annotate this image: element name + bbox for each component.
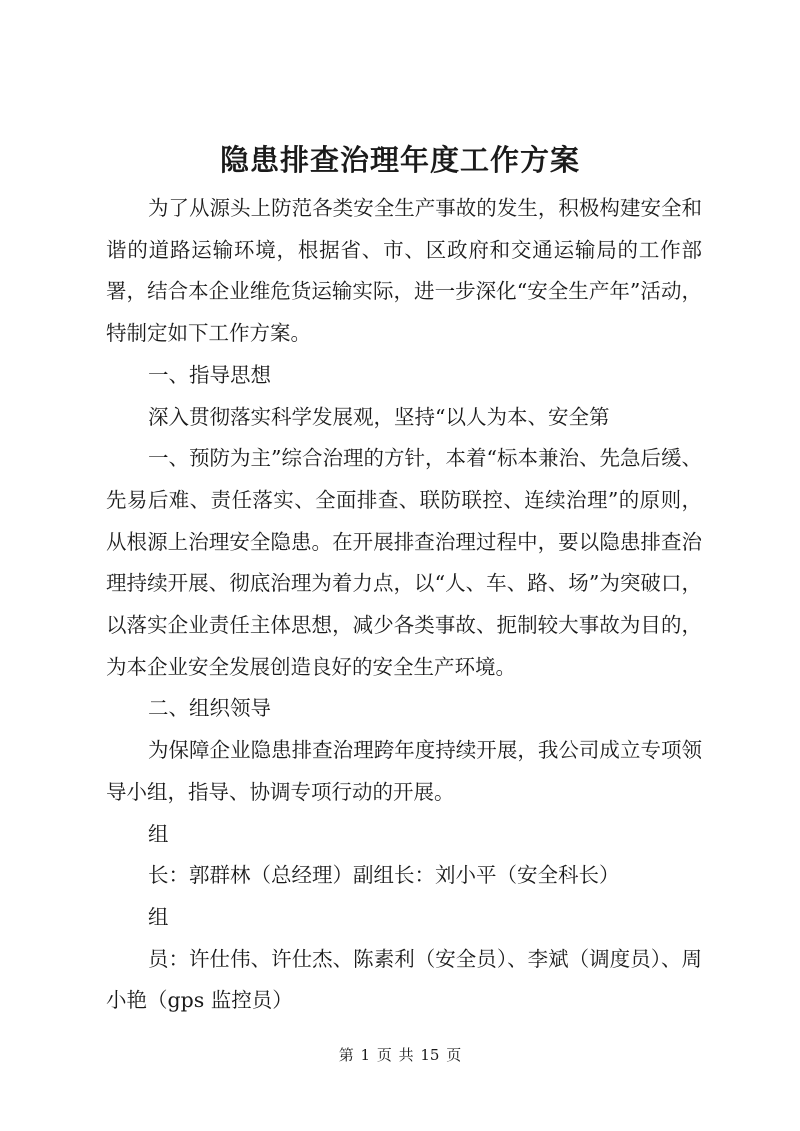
section-heading-organization: 二、组织领导 (148, 696, 271, 721)
group-members-line: 员：许仕伟、许仕杰、陈素利（安全员）、李斌（调度员）、周小艳（gps 监控员） (106, 946, 702, 1013)
section-heading-guiding-thought: 一、指导思想 (148, 362, 271, 387)
group-leader-line: 长：郭群林（总经理）副组长：刘小平（安全科长） (148, 863, 620, 888)
intro-paragraph: 为了从源头上防范各类安全生产事故的发生，积极构建安全和谐的道路运输环境，根据省、市、区政府和交通运输局的工作部署，结合本企业维危货运输实际，进一步深化“安全生产年”活动，特制定如下工作方案。 (106, 196, 702, 346)
document-body (106, 188, 702, 1022)
guiding-thought-paragraph: 一、预防为主”综合治理的方针，本着“标本兼治、先急后缓、先易后难、责任落实、全面排查、联防联控、连续治理”的原则，从根源上治理安全隐患。在开展排查治理过程中，要以隐患排查治理持续开展、彻底治理为着力点，以“人、车、路、场”为突破口，以落实企业责任主体思想，减少各类事故、扼制较大事故为目的，为本企业安全发展创造良好的安全生产环境。 (106, 446, 702, 679)
group-leader-label: 组 (148, 821, 169, 846)
group-members-label: 组 (148, 904, 169, 929)
page-number-footer: 第 1 页 共 15 页 (338, 1046, 462, 1064)
organization-paragraph: 为保障企业隐患排查治理跨年度持续开展，我公司成立专项领导小组，指导、协调专项行动的开展。 (106, 738, 702, 804)
document-title: 隐患排查治理年度工作方案 (219, 143, 580, 177)
guiding-thought-paragraph-start: 深入贯彻落实科学发展观，坚持“以人为本、安全第 (148, 404, 610, 429)
